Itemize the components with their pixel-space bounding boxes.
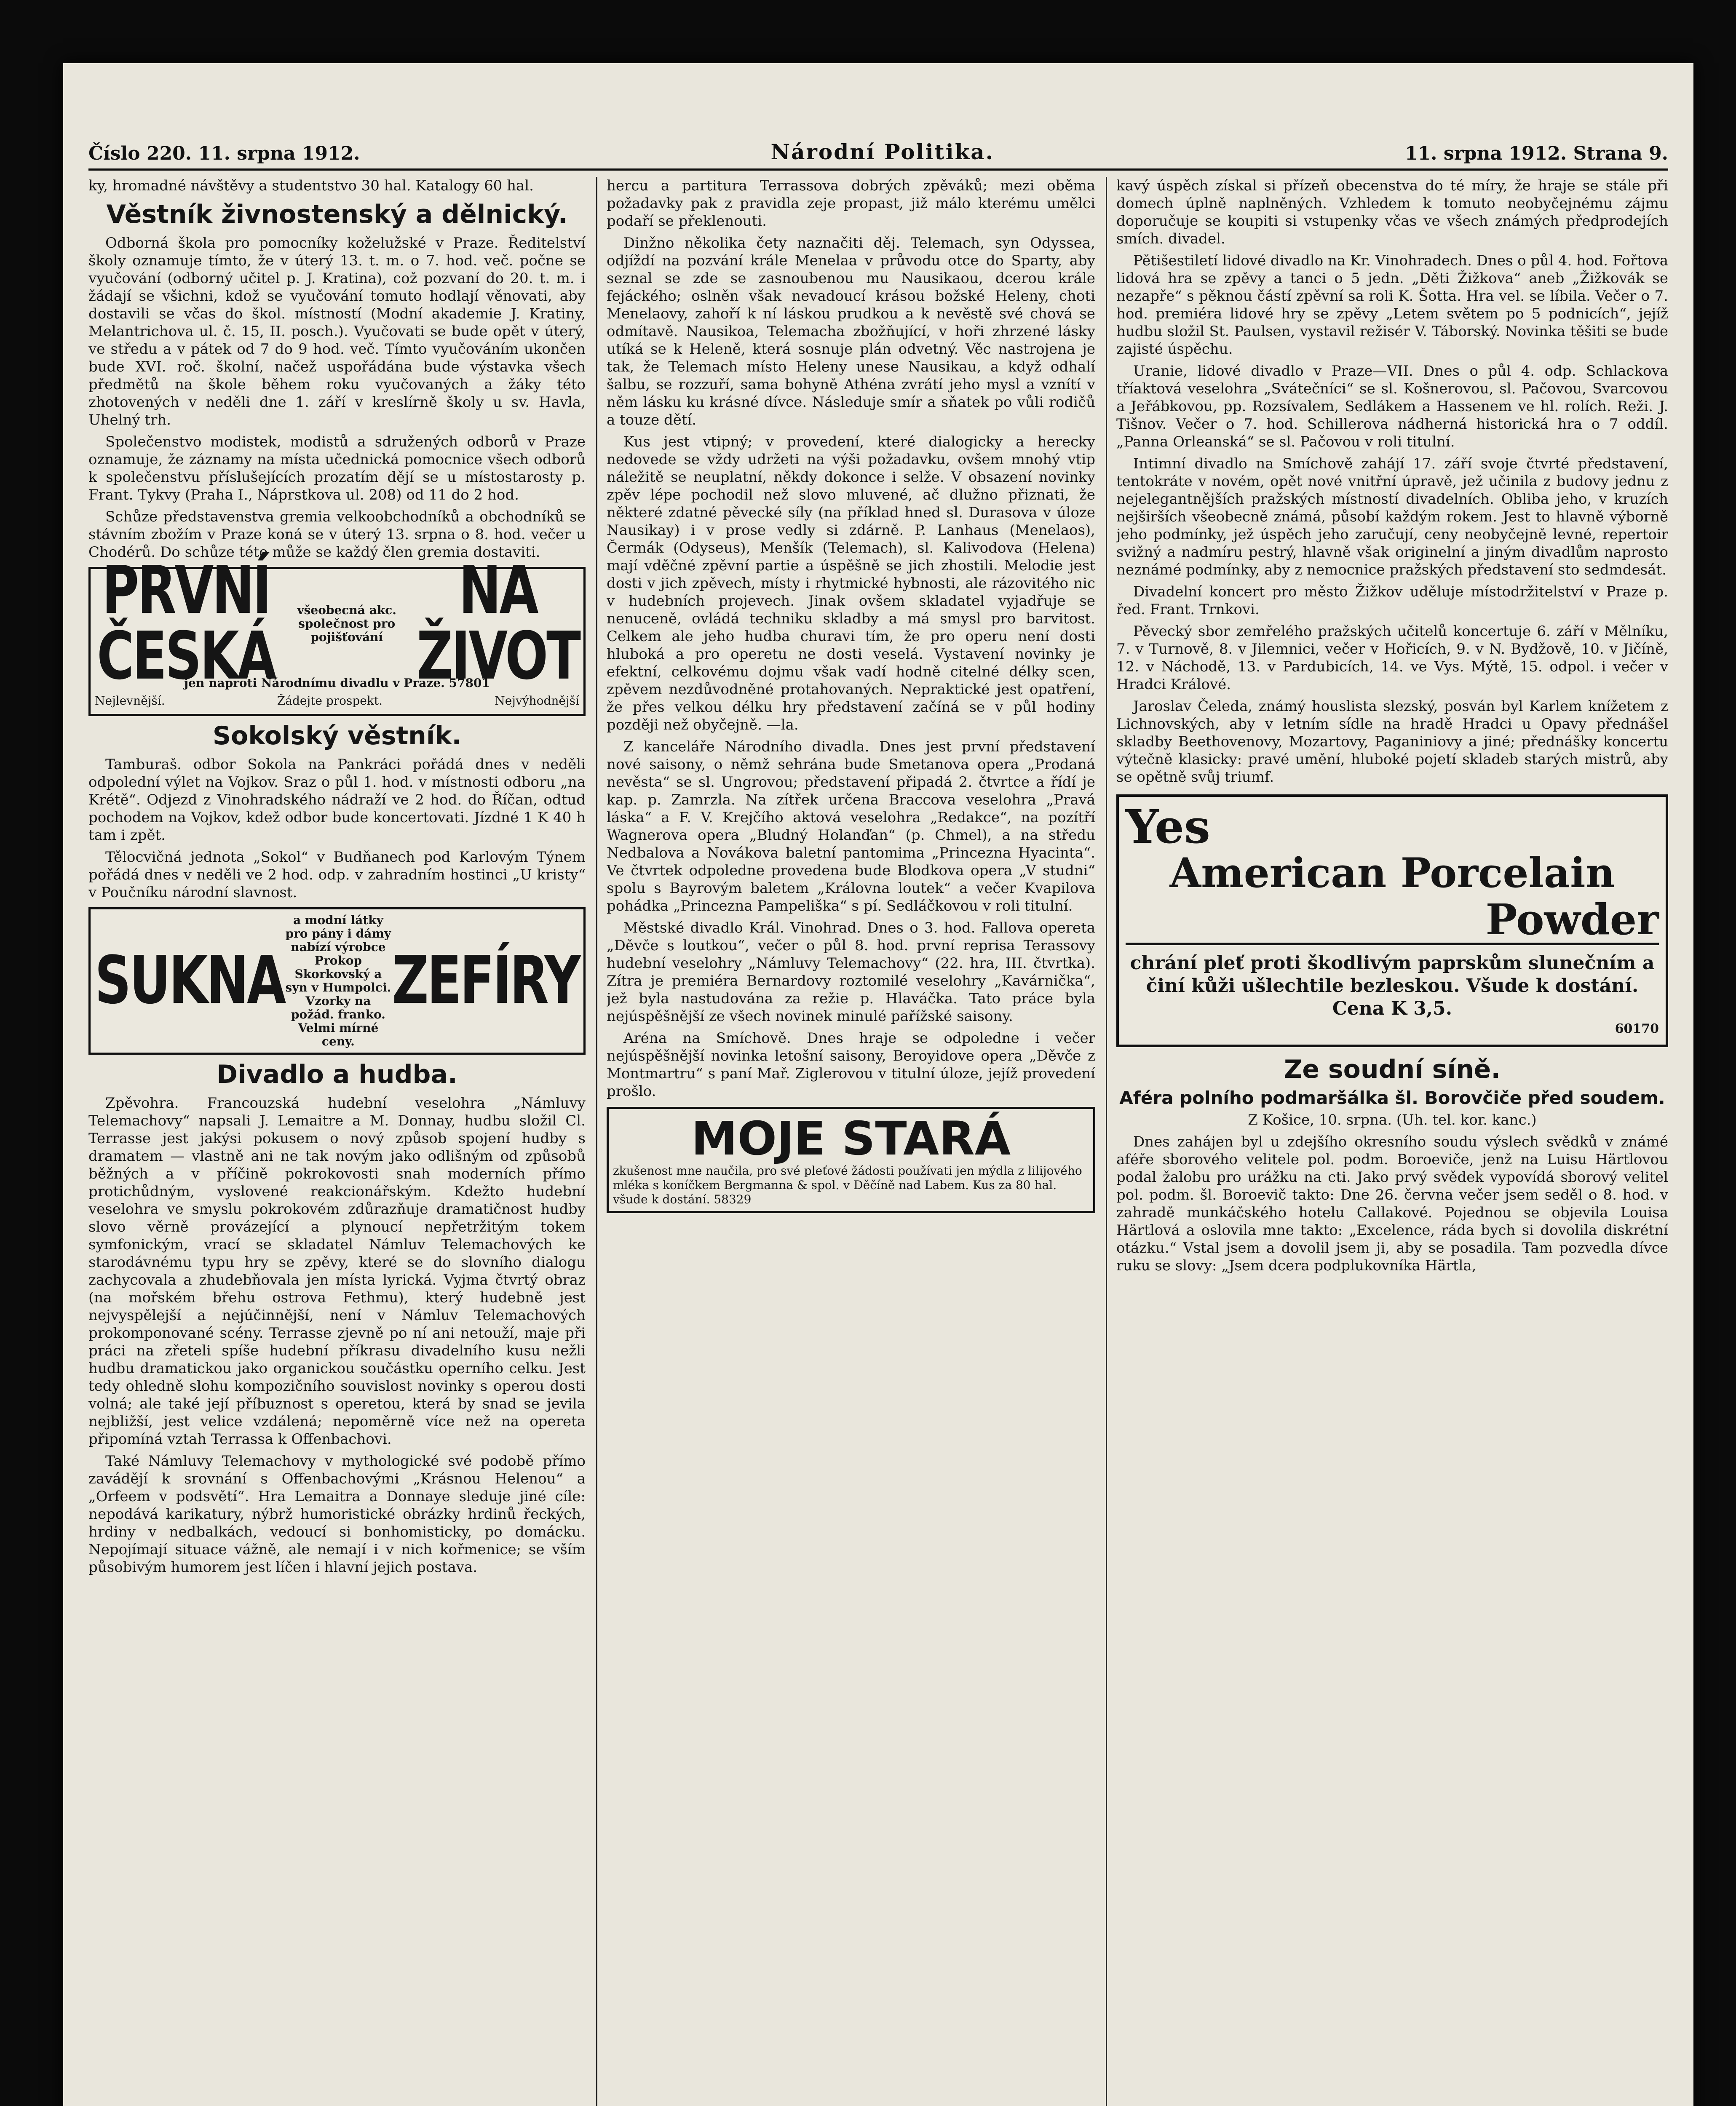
soap-advertisement xyxy=(607,1107,1095,1213)
ad-brand-line3: Powder xyxy=(1126,896,1659,945)
article-paragraph: Také Námluvy Telemachovy v mythologické své podobě přímo zavádějí k srovnání s Offenbachovými „Krásnou Helenou“ a „Orfeem v podsvětí“. Hra Lemaitra a Donnaye sleduje jiné cíle: nepodává karikatury, nýbrž humoristické obrázky hrdinů řeckých, hrdiny v nedbalkách, vedoucí si bonhomisticky, po domácku. Nepojímají situace vážně, ale nemají i v nich kořmenice; se vším působivým humorem jest líčen i hlavní jejich postava. xyxy=(88,1453,586,1576)
article-paragraph: Uranie, lidové divadlo v Praze—VII. Dnes o půl 4. odp. Schlackova tříaktová veselohra „Svátečníci“ se sl. Košnerovou, sl. Pačovou, Svarcovou a Jeřábkovou, pp. Rozsívalem, Sedlákem a Hassenem ve hl. rolích. Reži. J. Tišnov. Večer o 7. hod. Schillerova nádherná historická hra o 7 oddíl. „Panna Orleanská“ se sl. Pačovou v roli titulní. xyxy=(1116,363,1668,450)
article-subheading: Aféra polního podmaršálka šl. Borovčiče před soudem. xyxy=(1119,1088,1665,1108)
section-heading: Divadlo a hudba. xyxy=(217,1060,457,1089)
ad-brand-line1: Yes xyxy=(1126,799,1210,854)
article-paragraph: Schůze představenstva gremia velkoobchodníků a obchodníků se stávním zbožím v Praze koná se v úterý 13. srpna o 8. hod. večer u Chodérů. Do schůze této může se každý člen gremia dostaviti. xyxy=(88,508,586,561)
ad-address: jen naproti Národnímu divadlu v Praze. 57801 xyxy=(184,676,490,690)
header-right: 11. srpna 1912. Strana 9. xyxy=(1404,143,1668,164)
intro-text: ky, hromadné návštěvy a studentstvo 30 hal. Katalogy 60 hal. xyxy=(88,177,534,194)
newspaper-page xyxy=(63,63,1693,2106)
column-1 xyxy=(88,177,586,2106)
ad-foot-mid: Žádejte prospekt. xyxy=(277,694,383,708)
powder-advertisement xyxy=(1116,794,1668,1047)
ad-foot-left: Nejlevnější. xyxy=(95,694,165,708)
ad-body: chrání pleť proti škodlivým paprskům slunečním a činí kůži ušlechtile bezleskou. Všude k dostání. Cena K 3,5. xyxy=(1130,952,1655,1019)
ad-middle-text: všeobecná akc. společnost pro pojišťování xyxy=(297,603,396,644)
section-heading: Sokolský věstník. xyxy=(212,721,462,751)
dateline: Z Košice, 10. srpna. (Uh. tel. kor. kanc.) xyxy=(1248,1112,1537,1128)
ad-headline-right: ZEFÍRY xyxy=(392,943,579,1019)
ad-headline-left: SUKNA xyxy=(95,943,285,1019)
ad-brand-line2: American Porcelain xyxy=(1169,849,1615,897)
article-paragraph: Pěvecký sbor zemřelého pražských učitelů koncertuje 6. září v Mělníku, 7. v Turnově, 8. v Jilemnici, večer v Hořicích, 9. v N. Bydžově, 10. v Jičíně, 12. v Náchodě, 13. v Pardubicích, 14. ve Vys. Mýtě, 15. odpol. i večer v Hradci Králové. xyxy=(1116,623,1668,693)
article-paragraph: kavý úspěch získal si přízeň obecenstva do té míry, že hraje se stále při domech úplně naplněných. Vzhledem k tomuto neobyčejnému zájmu doporučuje se koupiti si vstupenky včas ve všech známých předprodejích smích. divadel. xyxy=(1116,177,1668,247)
ad-headline: MOJE STARÁ xyxy=(691,1112,1011,1165)
article-paragraph: Dinžno několika čety naznačiti děj. Telemach, syn Odyssea, odjíždí na pozvání krále Menelaa v průvodu otce do Sparty, aby seznal se zde se zasnoubenou mu Nausikaou, dcerou krále fejáckého; oslněn však nevadoucí krásou božské Heleny, choti Menelaovy, zahoří k ní láskou prudkou a k nevěstě své chová se odmítavě. Nausikoa, Telemacha zbožňující, v hoři zhrzené lásky utíká se k Heleně, která sosnuje plán odvetný. Věc nastrojena je tak, že Telemach místo Heleny unese Nausikau, a když odhalí šalbu, se rozzuří, sama bohyně Athéna zvrátí jeho mysl a vznítí v něm lásku ku krásné dívce. Následuje smír a sňatek po vůli rodičů a touze dětí. xyxy=(607,235,1095,428)
section-heading: Ze soudní síně. xyxy=(1284,1055,1501,1084)
article-paragraph: Tělocvičná jednota „Sokol“ v Budňanech pod Karlovým Týnem pořádá dnes v neděli ve 2 hod. odp. v zahradním hostinci „U kristy“ v Poučníku národní slavnost. xyxy=(88,849,586,901)
ad-foot-right: Nejvýhodnější xyxy=(495,694,579,708)
newspaper-title: Národní Politika. xyxy=(770,139,995,164)
header-left: Číslo 220. 11. srpna 1912. xyxy=(88,143,360,164)
article-paragraph: hercu a partitura Terrassova dobrých zpěváků; mezi oběma požadavky pak z pravidla zeje propast, již málo kterému umělci podaří se překlenouti. xyxy=(607,177,1095,230)
article-paragraph: Kus jest vtipný; v provedení, které dialogicky a herecky nedovede se vždy udržeti na výši požadavku, ovšem mnohý vtip náležitě se neuplatní, někdy dokonce i selže. V obsazení novinky zpěv lépe pochodil než slovo mluvené, ač dlužno přiznati, že některé zdatné pěvecké síly (na příklad hned sl. Durasova v úloze Nausikay) i v prose vedly si zdárně. P. Lanhaus (Menelaos), Čermák (Odyseus), Menšík (Telemach), sl. Kalivodova (Helena) mají vděčné zpěvní partie a úspěšně se jich zhostili. Melodie jest dosti v jich zpěvech, místy i rhytmické hybnosti, ale rázovitého nic v hudebních projevech. Jinak ovšem skladatel vyjadřuje se nenuceně, ovládá techniku skladby a má smysl pro barvitost. Celkem ale jeho hudba churavi tím, že pro operu není dosti hluboká a pro operetu ne dosti veselá. Vystavení novinky je efektní, celkovému dojmu však vadí hodně citelné délky scen, zpěvem nezdůvodněné protahovaných. Nepraktické jest opatření, že přes velkou délku hry představení začíná se v půl hodiny později než obyčejně. —la. xyxy=(607,433,1095,733)
header-rule xyxy=(88,168,1668,171)
article-paragraph: Společenstvo modistek, modistů a sdružených odborů v Praze oznamuje, že záznamy na místa učednická pomocnice všech odborů k společenstvu příslušejících prozatím dějí se u místostarosty p. Frant. Tykvy (Praha I., Náprstkova ul. 208) od 11 do 2 hod. xyxy=(88,433,586,503)
column-divider xyxy=(596,177,597,2106)
cloth-advertisement xyxy=(88,907,586,1055)
page-header xyxy=(88,139,1668,164)
ad-body: zkušenost mne naučila, pro své pleťové žádosti používati jen mýdla z lilijového mléka s koníčkem Bergmanna & spol. v Děčíně nad Labem. Kus za 80 hal. všude k dostání. 58329 xyxy=(613,1164,1082,1206)
article-paragraph: Z kanceláře Národního divadla. Dnes jest první představení nové saisony, o němž sehrána bude Smetanova opera „Prodaná nevěsta“ se sl. Ungrovou; představení připadá 2. čtvrtce a řídí je kap. p. Zamrzla. Na zítřek určena Braccova veselohra „Pravá láska“ a F. V. Krejčího aktová veselohra „Redakce“, na pozítří Wagnerova opera „Bludný Holanďan“ (p. Chmel), a na středu Nedbalova a Novákova baletní pantomima „Princezna Hyacinta“. Ve čtvrtek odpoledne provedena bude Blodkova opera „V studni“ spolu s Bayrovým baletem „Královna loutek“ a večer Kvapilova pohádka „Princezna Pampeliška“ s pí. Sedláčkovou v roli titulní. xyxy=(607,738,1095,914)
column-2 xyxy=(607,177,1095,2106)
article-paragraph: Odborná škola pro pomocníky koželužské v Praze. Ředitelství školy oznamuje tímto, že v úterý 13. t. m. o 7. hod. več. počne se vyučování (odborný učitel p. J. Kratina), což pozvaní do 20. t. m. i žádají se všichni, kdož se vyučování tomuto hodlají věnovati, aby dostavili se včas do škol. místností (Modní akademie J. Kratiny, Melantrichova ul. č. 15, II. posch.). Vyučovati se bude opět v úterý, ve středu a v pátek od 7 do 9 hod. več. Tímto vyučováním ukončen bude XVI. roč. školní, načež uspořádána bude výstavka všech předmětů na škole během roku vyučovaných a žáky této zhotovených v neděli dne 1. září v kreslírně školy u sv. Havla, Uhelný trh. xyxy=(88,235,586,428)
section-heading: Věstník živnostenský a dělnický. xyxy=(106,200,568,229)
article-paragraph: Pětišestiletí lidové divadlo na Kr. Vinohradech. Dnes o půl 4. hod. Fořtova lidová hra se zpěvy a tanci o 5 jedn. „Děti Žižkova“ aneb „Žižkovák se nezapře“ s pěknou částí zpěvní sa roli K. Šotta. Hra vel. se líbila. Večer o 7. hod. premiéra lidové hry se zpěvy „Letem světem po 5 podnicích“, jejíž hudbu složil St. Paulsen, vystavil režisér V. Táborský. Novinka těšiti se bude zajisté úspěchu. xyxy=(1116,252,1668,358)
ad-headline-right: NA ŽIVOT xyxy=(416,553,579,695)
insurance-advertisement xyxy=(88,553,586,716)
article-paragraph: Intimní divadlo na Smíchově zahájí 17. září svoje čtvrté představení, tentokráte v novém, opět nové vnitřní úpravě, jež učinila z budovy jednu z nejelegantnějších pražských místností divadelních. Obliba jeho, v kruzích nejširších všeobecně známá, působí každým rokem. Jest to hlavně výborně jeho podmínky, jež úspěch jeho zaručují, ceny neobyčejně levné, repertoir svižný a nadmíru pestrý, hlavně však originelní a jiným divadlům naprosto neznámé podmínky, aby z nemocnice pražských představení sto sedmdesát. xyxy=(1116,455,1668,578)
column-3 xyxy=(1116,177,1668,2106)
ad-headline-left: PRVNÍ ČESKÁ xyxy=(97,553,275,695)
article-paragraph: Aréna na Smíchově. Dnes hraje se odpoledne i večer nejúspěšnější novinka letošní saisony, Beroyidove opera „Děvče z Montmartru“ s paní Mař. Ziglerovou v titulní úloze, jejíž provedení prošlo. xyxy=(607,1030,1095,1100)
article-paragraph: Zpěvohra. Francouzská hudební veselohra „Námluvy Telemachovy“ napsali J. Lemaitre a M. Donnay, hudbu složil Cl. Terrasse jest jakýsi pokusem o nový způsob spojení hudby s dramatem — vlastně ani ne tak novým jako odlišným od způsobů běžných a v příčině pokrokovosti snah moderních přímo protichůdným, vyslovené reakcionářským. Kdežto hudební veselohra ve smyslu pokrokovém zdůrazňuje dramatičnost hudby slovo věrně provázející a plynoucí nepřetržitým tokem symfonickým, vrací se skladatel Námluv Telemachových ke starodávnému typu hry se zpěvy, které se do slovního dialogu zachycovala a zhudebňovala jen místa lyrická. Vyjma čtvrtý obraz (na mořském břehu ostrova Fethmu), který hudebně jest nejvyspělejší a nejúčinnější, není v Námluv Telemachových prokomponované scény. Terrasse zjevně po ní ani netouží, maje při práci na zřeteli spíše hudební příkrasu divadelního kusu nežli hudbu dramatickou jako organickou součástku operního celku. Jest tedy ohledně slohu kompozičního souvislost novinky s operou dosti volná; ale také její příbuznost s operetou, která by snad se jevila nejbližší, jest velice vzdálená; nepoměrně více než na opereta připomíná vztah Terrassa k Offenbachovi. xyxy=(88,1095,586,1448)
article-paragraph: Jaroslav Čeleda, známý houslista slezský, posván byl Karlem knížetem z Lichnovských, aby v letním sídle na hradě Hradci u Opavy přednášel skladby Beethovenovy, Mozartovy, Paganiniovy a jiné; přednášky koncertu výtečně klasicky: pravé umění, hluboké pojetí skladeb starých mistrů, aby se opětně svůj triumf. xyxy=(1116,698,1668,786)
article-paragraph: Tamburaš. odbor Sokola na Pankráci pořádá dnes v neděli odpolední výlet na Vojkov. Sraz o půl 1. hod. v místnosti odboru „na Krétě“. Odjezd z Vinohradského nádraží ve 2 hod. do Říčan, odtud pochodem na Vojkov, kdež odbor bude koncertovati. Jízdné 1 K 40 h tam i zpět. xyxy=(88,756,586,844)
ad-code: 60170 xyxy=(1615,1021,1659,1036)
ad-middle-text: a modní látky pro pány i dámy nabízí výrobce Prokop Skorkovský a syn v Humpolci. Vzorky na požád. franko. Velmi mírné ceny. xyxy=(285,913,391,1048)
article-paragraph: Divadelní koncert pro město Žižkov uděluje místodržitelství v Praze p. řed. Frant. Trnkovi. xyxy=(1116,583,1668,618)
article-paragraph: Městské divadlo Král. Vinohrad. Dnes o 3. hod. Fallova opereta „Děvče s loutkou“, večer o půl 8. hod. první reprisa Terassovy hudební veselohry „Námluvy Telemachovy“ (22. hra, III. čtvrtka). Zítra je premiéra Bernardovy roztomilé veselohry „Kavárnička“, jež byla nastudována za režie p. Hlaváčka. Tato práce byla nejúspěšnější ze všech novinek minulé pařížské saisony. xyxy=(607,919,1095,1025)
article-paragraph: Dnes zahájen byl u zdejšího okresního soudu výslech svědků v známé aféře sborového velitele pol. podm. Boroeviče, jenž na Luisu Härtlovou podal žalobu pro urážku na cti. Jako prvý svědek vypovídá sborový velitel pol. podm. šl. Boroevič takto: Dne 26. června večer jsem seděl o 8. hod. v zahradě munkáčského hotelu Callakové. Pojednou se objevila Louisa Härtlová a oslovila mne takto: „Excelence, ráda bych si dovolila diskrétní otázku.“ Vstal jsem a dovolil jsem ji, aby se posadila. Tam pozvedla dívce ruku se slovy: „Jsem dcera podplukovníka Härtla, xyxy=(1116,1133,1668,1274)
column-divider xyxy=(1106,177,1107,2106)
